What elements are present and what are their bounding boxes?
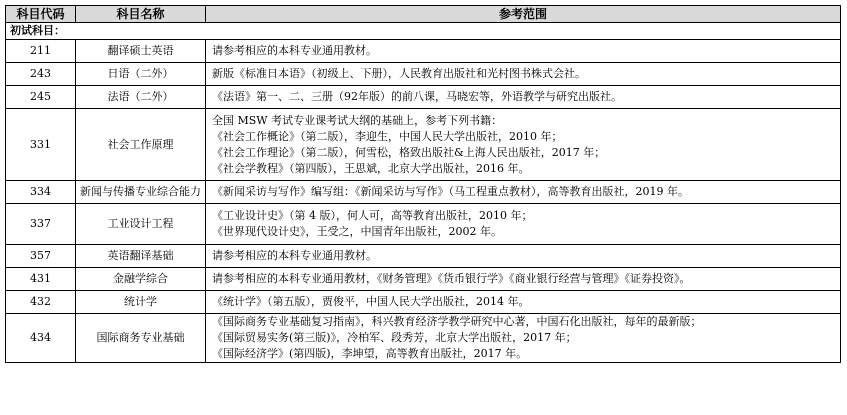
subject-code: 245 xyxy=(6,86,76,109)
reference-line: 《法语》第一、二、三册（92年版）的前八课，马晓宏等，外语教学与研究出版社。 xyxy=(212,90,622,103)
subject-name: 统计学 xyxy=(76,291,206,314)
reference-line: 全国 MSW 考试专业课考试大纲的基础上，参考下列书籍： xyxy=(212,113,503,127)
reference-line: 《世界现代设计史》，王受之，中国青年出版社，2002 年。 xyxy=(212,225,502,238)
reference-scope xyxy=(206,291,841,314)
subject-code: 243 xyxy=(6,63,76,86)
reference-line: 新版《标准日本语》（初级上、下册），人民教育出版社和光村图书株式会社。 xyxy=(212,67,586,80)
reference-scope xyxy=(206,314,841,363)
reference-line: 请参考相应的本科专业通用教材，《财务管理》《货币银行学》《商业银行经营与管理》《证券投资》。 xyxy=(212,272,691,285)
subject-name: 法语（二外） xyxy=(76,86,206,109)
subject-code: 431 xyxy=(6,268,76,291)
subject-code: 357 xyxy=(6,245,76,268)
reference-line: 《统计学》（第五版），贾俊平，中国人民大学出版社，2014 年。 xyxy=(212,295,530,308)
subject-name: 日语（二外） xyxy=(76,63,206,86)
reference-line: 请参考相应的本科专业通用教材。 xyxy=(212,44,377,57)
table-row xyxy=(6,86,841,109)
subject-name: 新闻与传播专业综合能力 xyxy=(76,181,206,204)
table-row xyxy=(6,314,841,363)
section-label: 初试科目： xyxy=(6,23,841,40)
reference-line: 《国际商务专业基础复习指南》，科兴教育经济学教学研究中心著，中国石化出版社，每年的最新版； xyxy=(212,315,702,328)
table-row xyxy=(6,245,841,268)
header-row xyxy=(6,6,841,23)
subject-name: 工业设计工程 xyxy=(76,204,206,245)
reference-scope xyxy=(206,204,841,245)
subject-code: 334 xyxy=(6,181,76,204)
reference-line: 《社会工作概论》（第二版），李迎生，中国人民大学出版社，2010 年； xyxy=(212,129,563,143)
header-code: 科目代码 xyxy=(6,6,76,23)
subject-name: 国际商务专业基础 xyxy=(76,314,206,363)
table-row xyxy=(6,291,841,314)
reference-scope xyxy=(206,181,841,204)
reference-line: 《社会学教程》（第四版），王思斌，北京大学出版社，2016 年。 xyxy=(212,161,530,175)
table-row xyxy=(6,181,841,204)
header-name: 科目名称 xyxy=(76,6,206,23)
reference-scope xyxy=(206,63,841,86)
reference-scope xyxy=(206,109,841,181)
subject-name: 社会工作原理 xyxy=(76,109,206,181)
reference-line: 《国际经济学》(第四版)，李坤望，高等教育出版社，2017 年。 xyxy=(212,347,528,360)
table-row xyxy=(6,109,841,181)
subject-name: 翻译硕士英语 xyxy=(76,40,206,63)
reference-line: 《社会工作理论》（第二版），何雪松，格致出版社&上海人民出版社，2017 年； xyxy=(212,145,606,159)
subject-name: 英语翻译基础 xyxy=(76,245,206,268)
reference-scope xyxy=(206,86,841,109)
reference-scope xyxy=(206,245,841,268)
header-scope: 参考范围 xyxy=(206,6,841,23)
subject-code: 434 xyxy=(6,314,76,363)
reference-scope xyxy=(206,268,841,291)
section-row xyxy=(6,23,841,40)
table-row xyxy=(6,40,841,63)
subject-name: 金融学综合 xyxy=(76,268,206,291)
reference-line: 《工业设计史》（第 4 版），何人可，高等教育出版社，2010 年； xyxy=(212,209,533,222)
subject-code: 432 xyxy=(6,291,76,314)
table-row xyxy=(6,268,841,291)
subject-code: 211 xyxy=(6,40,76,63)
table-row xyxy=(6,63,841,86)
reference-line: 请参考相应的本科专业通用教材。 xyxy=(212,249,377,262)
reference-line: 《新闻采访与写作》编写组：《新闻采访与写作》（马工程重点教材），高等教育出版社，2019 年。 xyxy=(212,185,689,198)
subject-code: 337 xyxy=(6,204,76,245)
exam-subject-table xyxy=(5,5,841,363)
subject-code: 331 xyxy=(6,109,76,181)
table-row xyxy=(6,204,841,245)
reference-line: 《国际贸易实务(第三版)》，冷柏军、段秀芳，北京大学出版社，2017 年； xyxy=(212,331,577,344)
reference-scope xyxy=(206,40,841,63)
